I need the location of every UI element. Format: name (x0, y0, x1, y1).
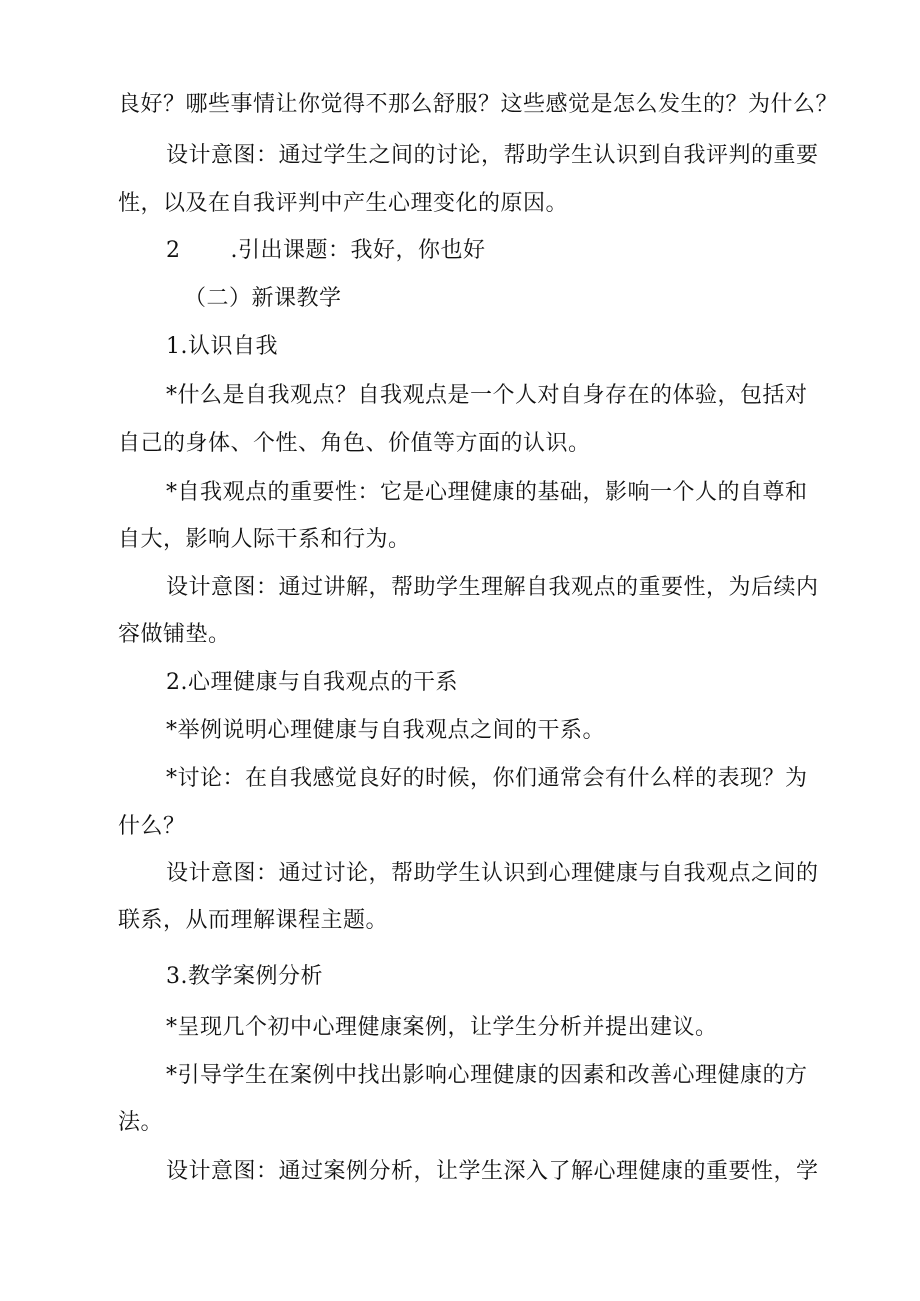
paragraph-line: 设计意图：通过讨论，帮助学生认识到心理健康与自我观点之间的 (166, 861, 819, 886)
heading-number: 2 (166, 238, 181, 263)
subsection-heading: 3.教学案例分析 (166, 964, 323, 989)
bullet-line: *什么是自我观点？自我观点是一个人对自身存在的体验，包括对 (166, 383, 808, 408)
subsection-heading: 1.认识自我 (166, 334, 278, 359)
bullet-line: *讨论：在自我感觉良好的时候，你们通常会有什么样的表现？为 (166, 766, 808, 791)
paragraph-line: 设计意图：通过讲解，帮助学生理解自我观点的重要性，为后续内 (166, 575, 819, 600)
paragraph-line: 容做铺垫。 (118, 622, 231, 647)
paragraph-line: 什么？ (118, 814, 186, 839)
bullet-line: *举例说明心理健康与自我观点之间的干系。 (166, 718, 606, 743)
heading-text: .引出课题：我好，你也好 (230, 238, 486, 263)
subsection-heading: 2.心理健康与自我观点的干系 (166, 670, 458, 695)
paragraph-line: 性，以及在自我评判中产生心理变化的原因。 (118, 191, 569, 216)
paragraph-line: 联系，从而理解课程主题。 (118, 908, 389, 933)
paragraph-line: 设计意图：通过学生之间的讨论，帮助学生认识到自我评判的重要 (166, 143, 819, 168)
paragraph-line: 自己的身体、个性、角色、价值等方面的认识。 (118, 431, 591, 456)
numbered-heading (166, 236, 486, 266)
section-heading: （二）新课教学 (184, 286, 342, 311)
bullet-line: *引导学生在案例中找出影响心理健康的因素和改善心理健康的方 (166, 1063, 808, 1088)
bullet-line: *呈现几个初中心理健康案例，让学生分析并提出建议。 (166, 1015, 718, 1040)
bullet-line: *自我观点的重要性：它是心理健康的基础，影响一个人的自尊和 (166, 480, 808, 505)
paragraph-line: 法。 (118, 1110, 164, 1135)
paragraph-line: 良好？哪些事情让你觉得不那么舒服？这些感觉是怎么发生的？为什么？ (118, 92, 839, 117)
paragraph-line: 设计意图：通过案例分析，让学生深入了解心理健康的重要性，学 (166, 1159, 819, 1184)
paragraph-line: 自大，影响人际干系和行为。 (118, 527, 411, 552)
